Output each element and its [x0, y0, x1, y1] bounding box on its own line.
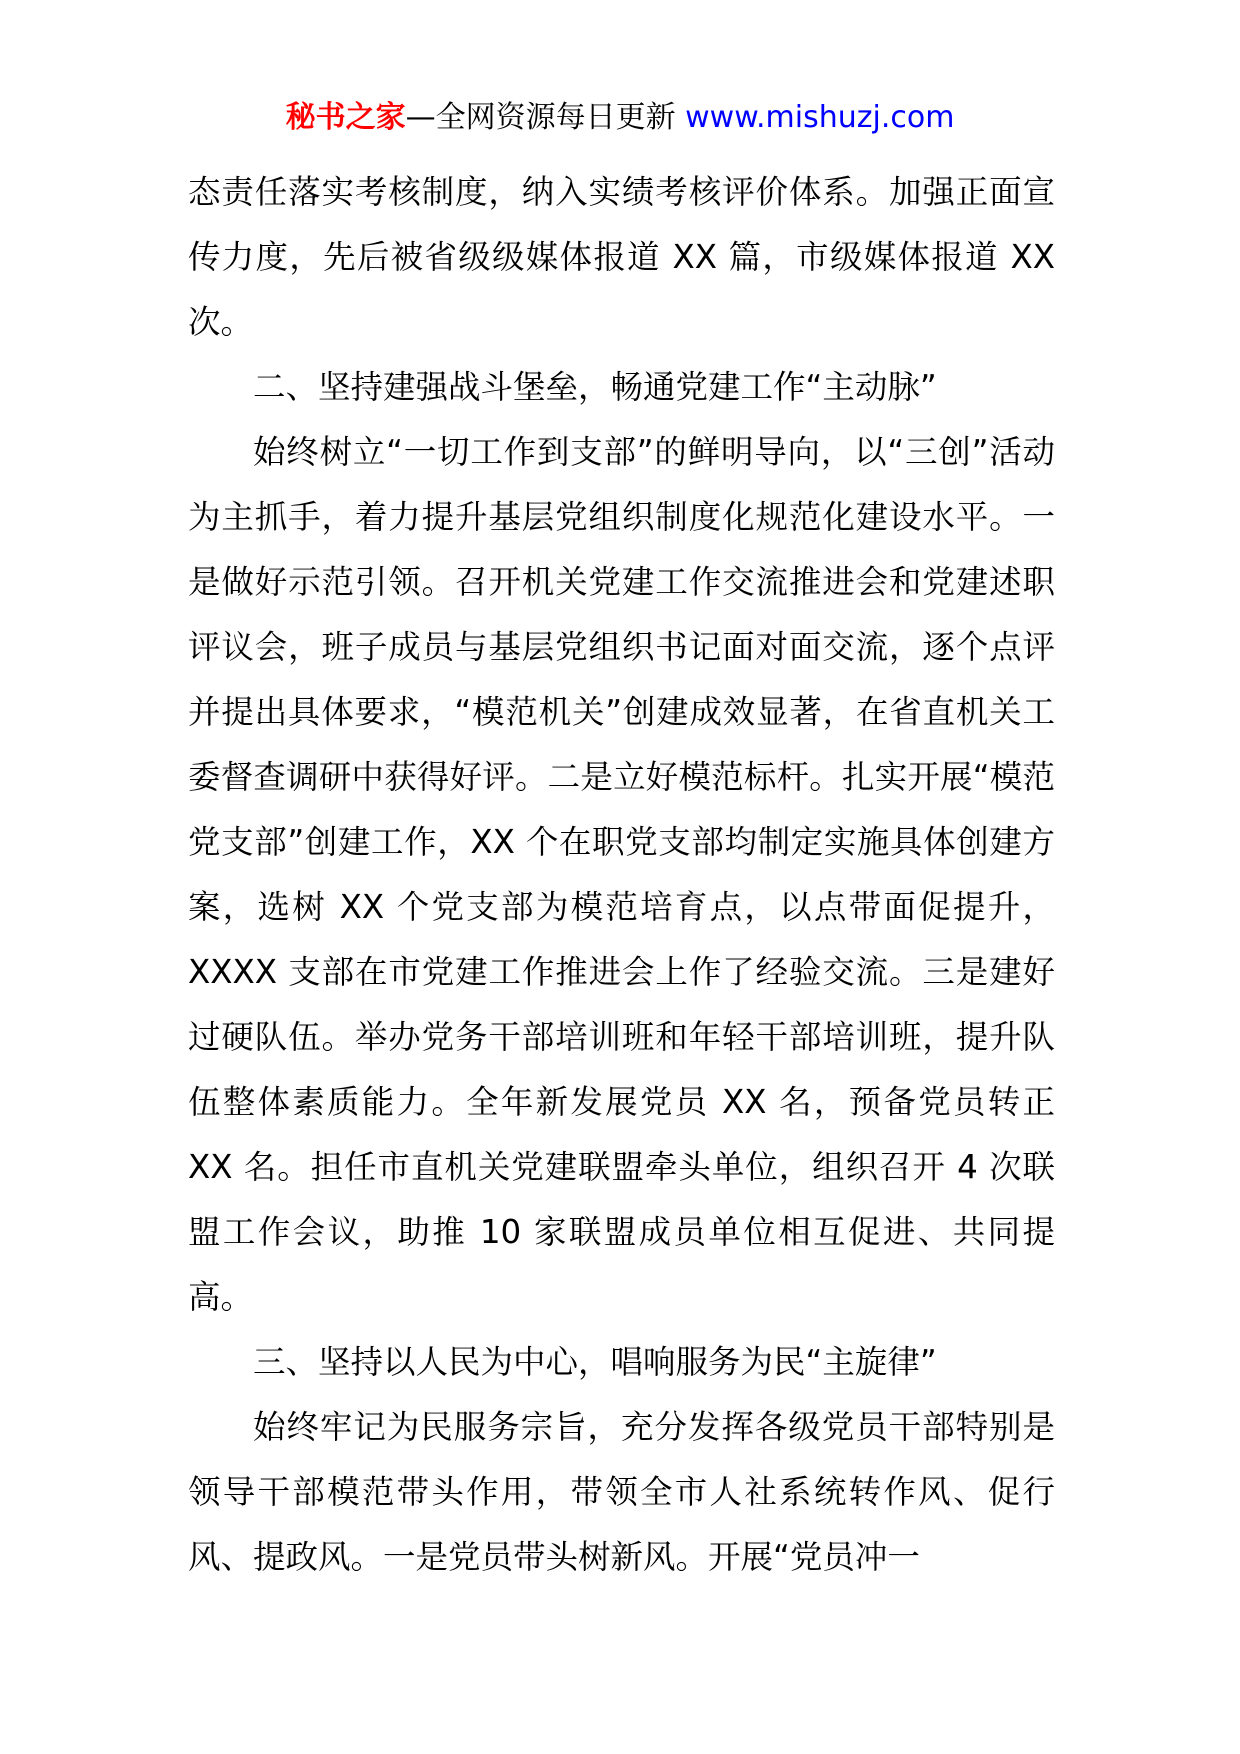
header-url-link[interactable]: www.mishuzj.com: [685, 100, 955, 135]
header-tagline: —全网资源每日更新: [405, 100, 686, 135]
section-heading-2: 二、坚持建强战斗堡垒，畅通党建工作“主动脉”: [253, 368, 937, 406]
page-header: [0, 98, 1240, 138]
section-heading-3: 三、坚持以人民为中心，唱响服务为民“主旋律”: [253, 1343, 937, 1381]
paragraph-continued: 态责任落实考核制度，纳入实绩考核评价体系。加强正面宣传力度，先后被省级级媒体报道 XX 篇，市级媒体报道 XX 次。: [188, 173, 1055, 341]
document-body: [188, 160, 1055, 1590]
paragraph-section-3: 始终牢记为民服务宗旨，充分发挥各级党员干部特别是领导干部模范带头作用，带领全市人社系统转作风、促行风、提政风。一是党员带头树新风。开展“党员冲一: [188, 1408, 1055, 1576]
header-brand: 秘书之家: [285, 100, 406, 135]
paragraph-section-2: 始终树立“一切工作到支部”的鲜明导向，以“三创”活动为主抓手，着力提升基层党组织制度化规范化建设水平。一是做好示范引领。召开机关党建工作交流推进会和党建述职评议会，班子成员与基层党组织书记面对面交流，逐个点评并提出具体要求，“模范机关”创建成效显著，在省直机关工委督查调研中获得好评。二是立好模范标杆。扎实开展“模范党支部”创建工作，XX 个在职党支部均制定实施具体创建方案，选树 XX 个党支部为模范培育点，以点带面促提升，XXXX 支部在市党建工作推进会上作了经验交流。三是建好过硬队伍。举办党务干部培训班和年轻干部培训班，提升队伍整体素质能力。全年新发展党员 XX 名，预备党员转正 XX 名。担任市直机关党建联盟牵头单位，组织召开 4 次联盟工作会议，助推 10 家联盟成员单位相互促进、共同提高。: [188, 433, 1055, 1316]
